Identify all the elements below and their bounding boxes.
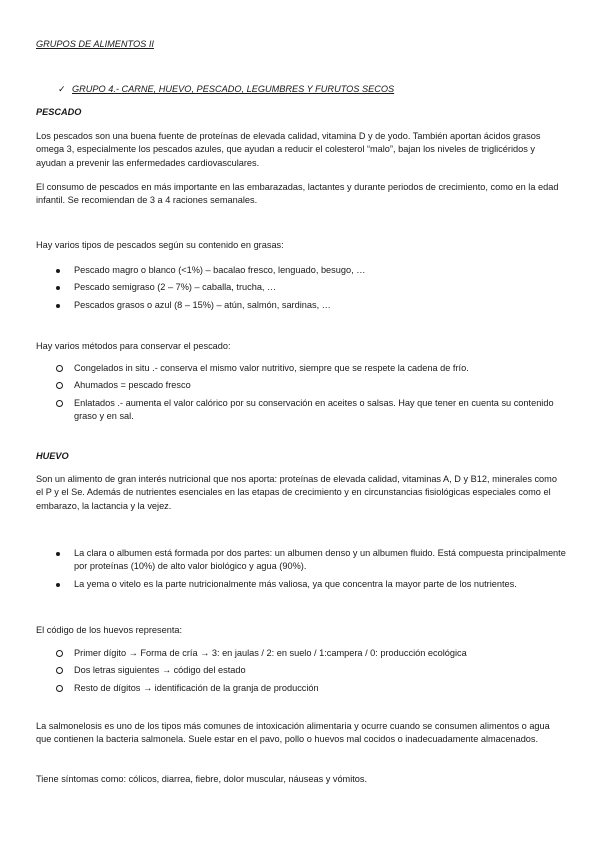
- salmonella-paragraph: La salmonelosis es uno de los tipos más comunes de intoxicación alimentaria y ocurre cuando se consumen alimentos o agua que contienen la bacteria salmonela. Suele estar en el pavo, pollo o huevos mal cocidos o inadecuadamente almacenados.: [36, 721, 550, 745]
- group-heading: GRUPO 4.- CARNE, HUEVO, PESCADO, LEGUMBRES Y FURUTOS SECOS: [72, 84, 395, 94]
- circle-bullet-icon: [56, 685, 63, 692]
- egg-parts-list: [36, 547, 566, 595]
- fish-types-list: [36, 264, 566, 316]
- egg-code-intro: El código de los huevos representa:: [36, 625, 183, 635]
- list-item: Congelados in situ .- conserva el mismo valor nutritivo, siempre que se respete la cadena de frío.: [36, 362, 566, 375]
- bullet-icon: [56, 286, 60, 290]
- symptoms-paragraph: Tiene síntomas como: cólicos, diarrea, fiebre, dolor muscular, náuseas y vómitos.: [36, 774, 368, 784]
- list-item: Primer dígito → Forma de cría → 3: en jaulas / 2: en suelo / 1:campera / 0: producción ecológica: [36, 647, 566, 660]
- bullet-icon: [56, 552, 60, 556]
- egg-code-list: [36, 647, 566, 699]
- fish-types-intro: Hay varios tipos de pescados según su contenido en grasas:: [36, 240, 284, 250]
- list-item: Pescados grasos o azul (8 – 15%) – atún, salmón, sardinas, …: [36, 299, 566, 312]
- checkmark-icon: ✓: [58, 84, 66, 94]
- document-title: GRUPOS DE ALIMENTOS II: [36, 39, 154, 49]
- list-item: Pescado semigraso (2 – 7%) – caballa, trucha, …: [36, 281, 566, 294]
- circle-bullet-icon: [56, 667, 63, 674]
- bullet-icon: [56, 304, 60, 308]
- list-item: La clara o albumen está formada por dos partes: un albumen denso y un albumen fluido. Está compuesta principalmente por proteínas (10%) de alto valor biológico y agua (90%).: [36, 547, 566, 574]
- pescado-paragraph-1: Los pescados son una buena fuente de proteínas de elevada calidad, vitamina D y de yodo. También aportan ácidos grasos omega 3, especialmente los pescados azules, que ayudan a reducir el colesterol “malo”, bajan los niveles de triglicéridos y ayudan a prevenir las enfermedades cardiovasculares.: [36, 131, 541, 168]
- list-item: Dos letras siguientes → código del estado: [36, 664, 566, 677]
- bullet-icon: [56, 583, 60, 587]
- circle-bullet-icon: [56, 365, 63, 372]
- list-item: Enlatados .- aumenta el valor calórico por su conservación en aceites o salsas. Hay que tener en cuenta su contenido graso y en sal.: [36, 397, 566, 424]
- huevo-paragraph-1: Son un alimento de gran interés nutricional que nos aporta: proteínas de elevada calidad, vitaminas A, D y B12, minerales como el P y el Se. Además de nutrientes esenciales en las etapas de crecimiento y en circunstancias fisiológicas especiales como el embarazo, la lactancia y la vejez.: [36, 474, 557, 511]
- list-item: Ahumados = pescado fresco: [36, 379, 566, 392]
- list-item: Resto de dígitos → identificación de la granja de producción: [36, 682, 566, 695]
- circle-bullet-icon: [56, 650, 63, 657]
- list-item: La yema o vitelo es la parte nutricionalmente más valiosa, ya que concentra la mayor parte de los nutrientes.: [36, 578, 566, 591]
- group-heading-row: [58, 83, 568, 96]
- pescado-heading: PESCADO: [36, 107, 82, 117]
- conservation-intro: Hay varios métodos para conservar el pescado:: [36, 341, 231, 351]
- circle-bullet-icon: [56, 400, 63, 407]
- circle-bullet-icon: [56, 382, 63, 389]
- list-item: Pescado magro o blanco (<1%) – bacalao fresco, lenguado, besugo, …: [36, 264, 566, 277]
- pescado-paragraph-2: El consumo de pescados en más importante en las embarazadas, lactantes y durante periodos de crecimiento, como en la edad infantil. Se recomiendan de 3 a 4 raciones semanales.: [36, 182, 559, 206]
- huevo-heading: HUEVO: [36, 451, 69, 461]
- conservation-methods-list: [36, 362, 566, 428]
- bullet-icon: [56, 269, 60, 273]
